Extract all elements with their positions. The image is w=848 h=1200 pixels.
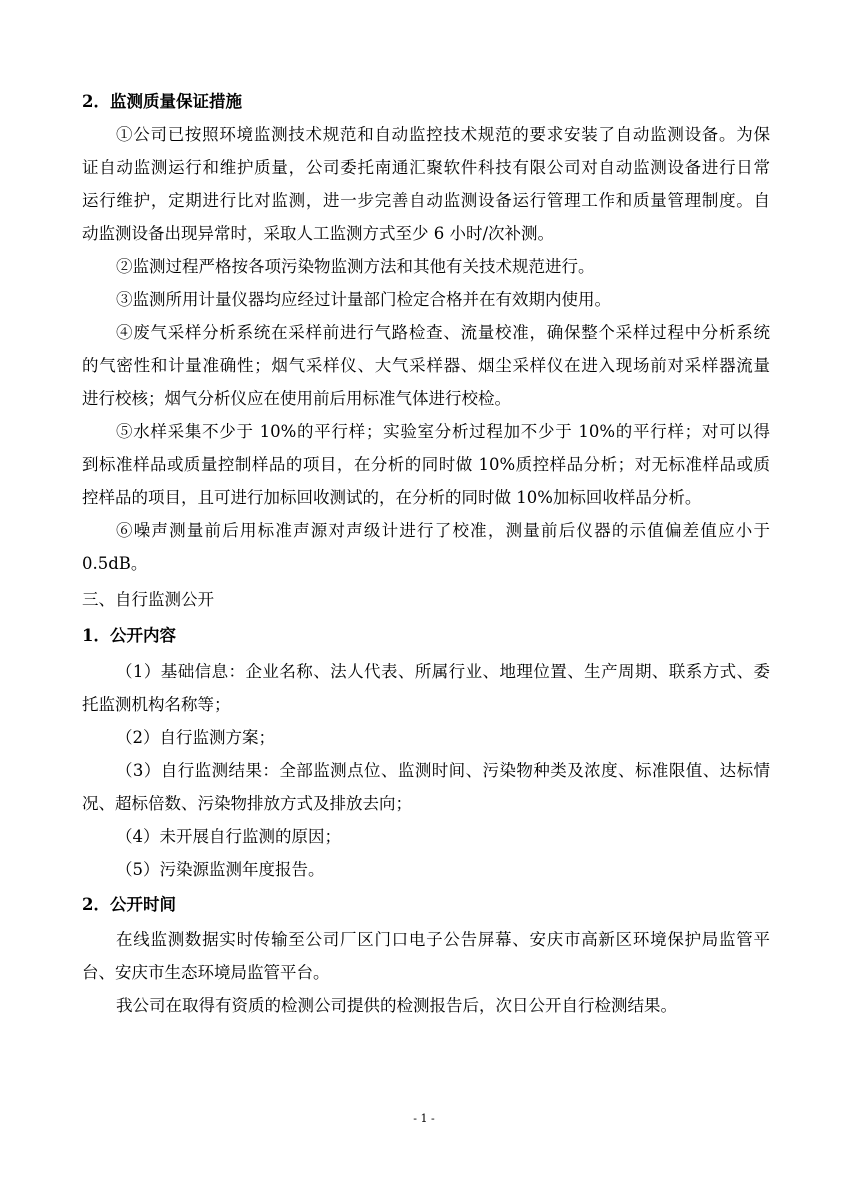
paragraph-1-line-1: ①公司已按照环境监测技术规范和自动监控技术规范的要求安装了自动监测设备。为保 <box>116 125 770 144</box>
time-paragraph-2: 我公司在取得有资质的检测公司提供的检测报告后，次日公开自行检测结果。 <box>116 996 677 1015</box>
paragraph-1-line-4: 动监测设备出现异常时，采取人工监测方式至少 6 小时/次补测。 <box>82 224 555 243</box>
time-paragraph-1-line-2: 台、安庆市生态环境局监管平台。 <box>82 963 330 982</box>
time-paragraph-1-line-1: 在线监测数据实时传输至公司厂区门口电子公告屏幕、安庆市高新区环境保护局监管平 <box>116 930 770 949</box>
paragraph-6-line-2: 0.5dB。 <box>82 554 148 573</box>
paragraph-2: ②监测过程严格按各项污染物监测方法和其他有关技术规范进行。 <box>116 257 595 276</box>
paragraph-6-line-1: ⑥噪声测量前后用标准声源对声级计进行了校准，测量前后仪器的示值偏差值应小于 <box>116 521 770 540</box>
paragraph-3: ③监测所用计量仪器均应经过计量部门检定合格并在有效期内使用。 <box>116 290 611 309</box>
paragraph-1-line-3: 运行维护，定期进行比对监测，进一步完善自动监测设备运行管理工作和质量管理制度。自 <box>82 191 770 210</box>
part-heading-self-monitoring-disclosure: 三、自行监测公开 <box>82 590 214 609</box>
list-item-1-line-1: （1）基础信息：企业名称、法人代表、所属行业、地理位置、生产周期、联系方式、委 <box>116 662 770 681</box>
list-item-4: （4）未开展自行监测的原因； <box>116 827 341 846</box>
list-item-2: （2）自行监测方案； <box>116 728 275 747</box>
paragraph-5-line-3: 控样品的项目，且可进行加标回收测试的，在分析的同时做 10%加标回收样品分析。 <box>82 488 702 507</box>
paragraph-1-line-2: 证自动监测运行和维护质量，公司委托南通汇聚软件科技有限公司对自动监测设备进行日常 <box>82 158 770 177</box>
paragraph-5-line-1: ⑤水样采集不少于 10%的平行样；实验室分析过程加不少于 10%的平行样；对可以得 <box>116 422 770 441</box>
subheading-disclosure-content: 1．公开内容 <box>82 626 176 645</box>
list-item-3-line-1: （3）自行监测结果：全部监测点位、监测时间、污染物种类及浓度、标准限值、达标情 <box>116 761 770 780</box>
paragraph-4-line-3: 进行校核；烟气分析仪应在使用前后用标准气体进行校检。 <box>82 389 511 408</box>
list-item-5: （5）污染源监测年度报告。 <box>116 860 325 879</box>
paragraph-4-line-1: ④废气采样分析系统在采样前进行气路检查、流量校准，确保整个采样过程中分析系统 <box>116 323 770 342</box>
section-heading-quality-assurance: 2．监测质量保证措施 <box>82 92 242 111</box>
page-number: - 1 - <box>413 1112 435 1125</box>
paragraph-5-line-2: 到标准样品或质量控制样品的项目，在分析的同时做 10%质控样品分析；对无标准样品或质 <box>82 455 770 474</box>
subheading-disclosure-time: 2．公开时间 <box>82 895 176 914</box>
list-item-3-line-2: 况、超标倍数、污染物排放方式及排放去向； <box>82 794 412 813</box>
list-item-1-line-2: 托监测机构名称等； <box>82 695 231 714</box>
paragraph-4-line-2: 的气密性和计量准确性；烟气采样仪、大气采样器、烟尘采样仪在进入现场前对采样器流量 <box>82 356 770 375</box>
document-page <box>82 0 770 1200</box>
